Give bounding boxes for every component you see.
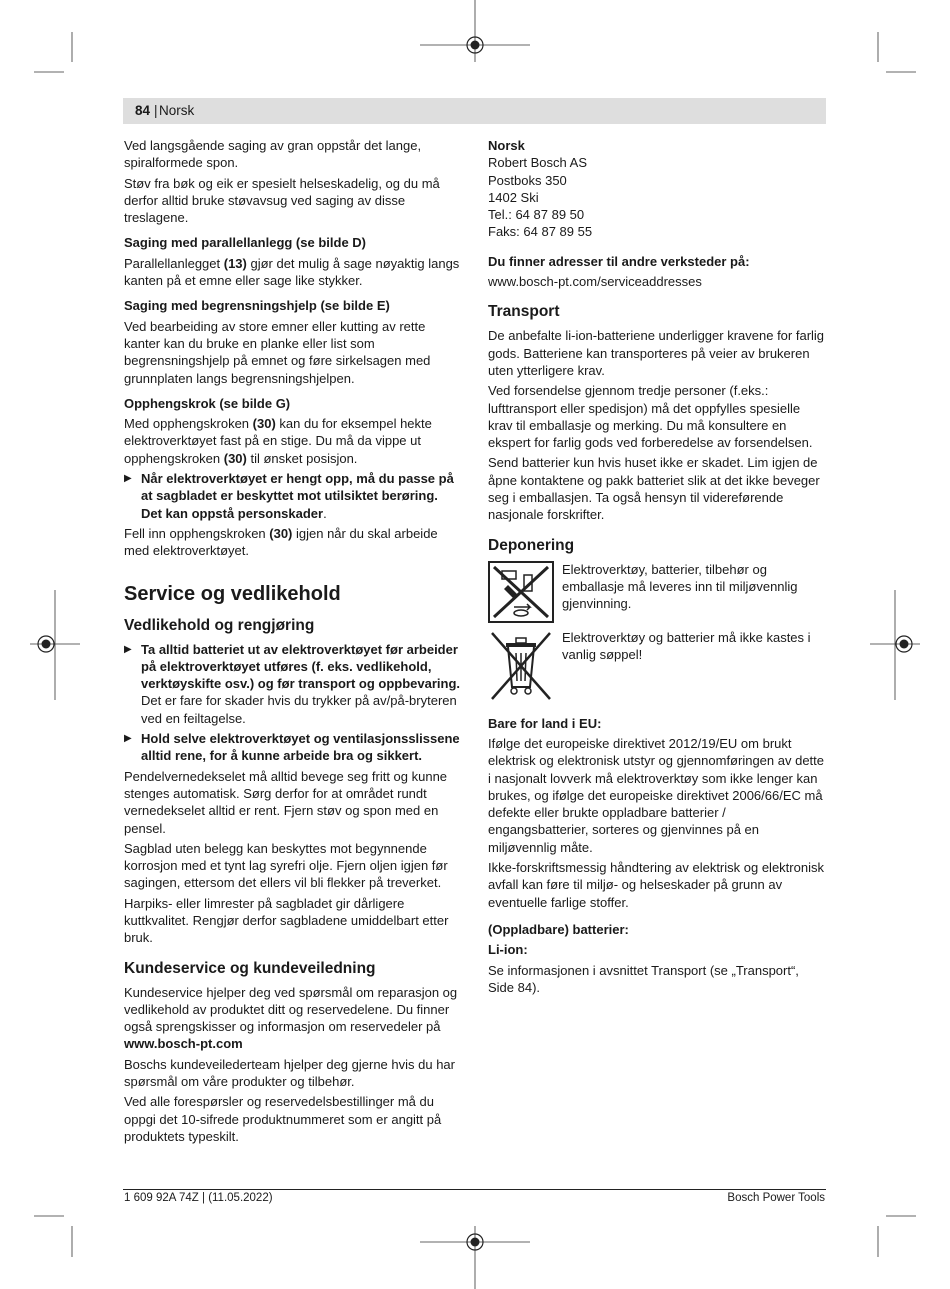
recycling-row — [488, 561, 828, 623]
paragraph-customer: Kundeservice hjelper deg ved spørsmål om reparasjon og vedlikehold av produktet ditt og reservedelene. Du finner også sprengskisser og informasjon om reservedeler på www.bosch-pt.com — [124, 984, 458, 1052]
header-language: Norsk — [159, 103, 195, 118]
other-workshops-url[interactable]: www.bosch-pt.com/serviceaddresses — [488, 274, 702, 290]
paragraph-eu-1: Ifølge det europeiske direktivet 2012/19/EU om brukt elektrisk og elektronisk utstyr og gjennomføringen av dette i nasjonalt lovverk må elektroverktøy som ikke lenger kan brukes, og ifølge det europeiske direktivet 2006/66/EC må defekte eller brukte oppladbare batterier / engangsbatterier, sorteres og gjenvinnes på en miljøvennlig måte. — [488, 735, 825, 855]
other-workshops-title: Du finner adresser til andre verksteder på: — [488, 253, 750, 269]
paragraph-sagblad: Sagblad uten belegg kan beskyttes mot begynnende korrosjon med et tynt lag syrefri olje. Fjern oljen igjen før sagingen, ettersom det ellers vil bli flekker på treverket. — [124, 840, 448, 891]
paragraph-product-number: Ved alle forespørsler og reservedelsbestillinger må du oppgi det 10-sifrede produktnummeret som er angitt på produktets typeskilt. — [124, 1094, 442, 1144]
paragraph-dust: Støv fra bøk og eik er spesielt helseskadelig, og du må derfor alltid bruke støvavsug ved saging av disse treslagene. — [124, 175, 440, 226]
section-title-parallel: Saging med parallellanlegg (se bilde D) — [124, 235, 366, 251]
paragraph-liion: Se informasjonen i avsnittet Transport (se „Transport“, Side 84). — [488, 962, 799, 995]
page-number: 84 — [135, 103, 151, 118]
paragraph-guide: Ved bearbeiding av store emner eller kutting av rette kanter kan du bruke en planke eller list som begrensningshjelp på emnet og føre sirkelsagen med grunnplaten langs begrensningshjelpen. — [124, 318, 431, 386]
bin-row — [488, 629, 828, 707]
left-column — [124, 137, 462, 1148]
liion-title: Li-ion: — [488, 942, 528, 958]
paragraph-transport-3: Send batterier kun hvis huset ikke er skadet. Lim igjen de åpne kontaktene og pakk batteriet slik at det ikke beveger seg i emballasjen. Ta også hensyn til videreførende nasjonale forskrifter. — [488, 455, 820, 523]
eu-title: Bare for land i EU: — [488, 715, 602, 731]
address-line: Faks: 64 87 89 55 — [488, 224, 593, 240]
paragraph-transport-2: Ved forsendelse gjennom tredje personer (f.eks.: lufttransport eller spedisjon) må det oppfylles spesielle krav til emballasje og merking. Du må konsultere en ekspert for farlig gods ved forberedelse av forsendelsen. — [488, 383, 813, 451]
paragraph-parallel: Parallellanlegget (13) gjør det mulig å sage nøyaktig langs kanten på et emne eller sage like stykker. — [124, 255, 460, 289]
address-line: Postboks 350 — [488, 172, 567, 188]
service-address — [488, 154, 828, 240]
page-header — [123, 98, 826, 124]
paragraph-transport-1: De anbefalte li-ion-batteriene underligger kravene for farlig gods. Batteriene kan transporteres på veier av brukeren uten ytterligere krav. — [488, 328, 825, 378]
paragraph-gran: Ved langsgående saging av gran oppstår det lange, spiralformede spon. — [124, 138, 422, 171]
address-line: 1402 Ski — [488, 189, 539, 205]
address-line: Robert Bosch AS — [488, 155, 587, 171]
bullet-arrow-icon: ▶ — [124, 643, 132, 655]
bullet-arrow-icon: ▶ — [124, 473, 132, 485]
section-title-hook: Opphengskrok (se bilde G) — [124, 395, 291, 411]
crossed-bin-icon — [488, 629, 554, 703]
batteries-title: (Oppladbare) batterier: — [488, 921, 629, 937]
recycling-symbol-icon — [488, 561, 554, 623]
heading-maintenance: Vedlikehold og rengjøring — [124, 616, 315, 634]
warning-bullet-clean: ▶ Hold selve elektroverktøyet og ventilasjonsslissene alltid rene, for å kunne arbeide bra og sikkert. — [124, 731, 460, 764]
heading-disposal: Deponering — [488, 536, 575, 554]
warning-bullet-hook: ▶ Når elektroverktøyet er hengt opp, må du passe på at sagbladet er beskyttet mot utilsiktet berøring. Det kan oppstå personskader. — [124, 471, 454, 521]
header-separator: | — [154, 103, 158, 118]
customer-url-link[interactable]: www.bosch-pt.com — [124, 1036, 243, 1052]
paragraph-fold: Fell inn opphengskroken (30) igjen når du skal arbeide med elektroverktøyet. — [124, 525, 438, 559]
section-title-guide: Saging med begrensningshjelp (se bilde E) — [124, 298, 390, 314]
right-column — [488, 137, 828, 999]
country-label: Norsk — [488, 138, 525, 153]
footer-doc-number: 1 609 92A 74Z | (11.05.2022) — [124, 1192, 273, 1204]
paragraph-harpiks: Harpiks- eller limrester på sagbladet gir dårligere kuttkvalitet. Rengjør derfor sagbladene umiddelbart etter bruk. — [124, 895, 449, 946]
bullet-arrow-icon: ▶ — [124, 733, 132, 745]
paragraph-team: Boschs kundeveilederteam hjelper deg gjerne hvis du har spørsmål om våre produkter og tilbehør. — [124, 1056, 455, 1090]
heading-service: Service og vedlikehold — [124, 582, 341, 605]
address-line: Tel.: 64 87 89 50 — [488, 207, 585, 223]
disposal-text-recycle: Elektroverktøy, batterier, tilbehør og emballasje må leveres inn til miljøvennlig gjenvinning. — [562, 561, 798, 612]
heading-customer-service: Kundeservice og kundeveiledning — [124, 959, 376, 977]
disposal-text-bin: Elektroverktøy og batterier må ikke kastes i vanlig søppel! — [562, 629, 811, 662]
paragraph-hook: Med opphengskroken (30) kan du for eksempel hekte elektroverktøyet fast på en stige. Du må da vippe ut opphengskroken (30) til ønsket posisjon. — [124, 416, 432, 466]
paragraph-eu-2: Ikke-forskriftsmessig håndtering av elektrisk og elektronisk avfall kan føre til miljø- og helseskader på grunn av eventuelle farlige stoffer. — [488, 860, 824, 910]
footer-brand: Bosch Power Tools — [727, 1192, 825, 1204]
warning-bullet-battery: ▶ Ta alltid batteriet ut av elektroverktøyet før arbeider på elektroverktøyet utføres (f. eks. vedlikehold, verktøyskifte osv.) og før transport og oppbevaring. Det er fare for skader hvis du trykker på av/på-bryteren ved en feiltagelse. — [124, 641, 461, 726]
footer-rule — [123, 1189, 826, 1190]
heading-transport: Transport — [488, 303, 560, 321]
paragraph-pendel: Pendelvernedekselet må alltid bevege seg fritt og kunne stenges automatisk. Sørg derfor for at området rundt vernedekselet alltid er rent. Fjern støv og spon med en pensel. — [124, 768, 448, 836]
